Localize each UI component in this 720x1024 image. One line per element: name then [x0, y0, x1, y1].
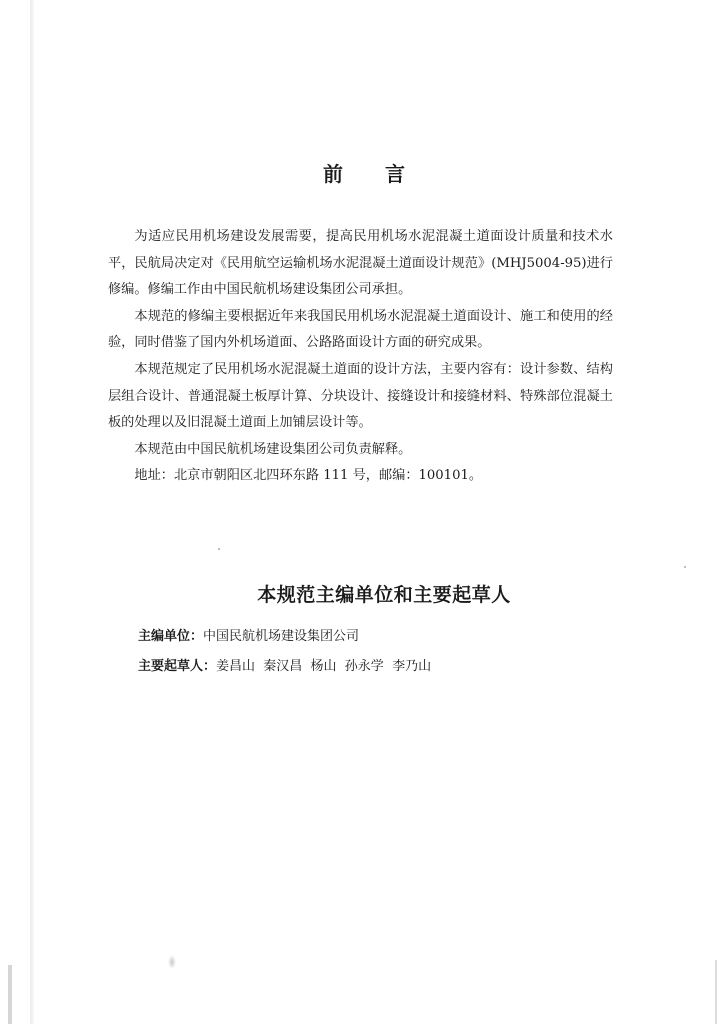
preface-paragraph: 本规范由中国民航机场建设集团公司负责解释。: [134, 441, 412, 457]
preface-paragraph: 本规范规定了民用机场水泥混凝土道面的设计方法，主要内容有：设计参数、结构层组合设计、普通混凝土板厚计算、分块设计、接缝设计和接缝材料、特殊部位混凝土板的处理以及旧混凝土道面上加铺层设计等。: [108, 361, 613, 431]
scan-edge-bottom-left: [8, 965, 12, 1024]
scan-speck: [684, 566, 686, 568]
preface-paragraph: 本规范的修编主要根据近年来我国民用机场水泥混凝土道面设计、施工和使用的经验，同时借鉴了国内外机场道面、公路路面设计方面的研究成果。: [108, 308, 613, 351]
drafters-label: 主要起草人：: [138, 659, 217, 674]
chief-unit-row: [138, 622, 638, 652]
preface-title-char-2: 言: [385, 162, 407, 186]
preface-title: [0, 158, 720, 187]
scan-edge-right: [715, 960, 717, 1024]
preface-paragraph: 为适应民用机场建设发展需要，提高民用机场水泥混凝土道面设计质量和技术水平，民航局决定对《民用航空运输机场水泥混凝土道面设计规范》(MHJ5004-95)进行修编。修编工作由中国民航机场建设集团公司承担。: [108, 229, 613, 298]
editors-credits: [138, 622, 638, 682]
chief-unit-label: 主编单位：: [138, 629, 204, 644]
chief-unit-value: 中国民航机场建设集团公司: [203, 629, 360, 644]
preface-paragraph: 地址：北京市朝阳区北四环东路 111 号，邮编：100101。: [134, 468, 483, 484]
preface-title-char-1: 前: [323, 162, 345, 186]
scan-smudge: [168, 955, 176, 969]
scan-speck: [218, 548, 220, 550]
preface-body: [108, 224, 613, 490]
drafters-row: [138, 652, 638, 682]
drafters-value: 姜昌山 秦汉昌 杨山 孙永学 李乃山: [216, 659, 432, 674]
editors-section-title: 本规范主编单位和主要起草人: [257, 584, 511, 606]
scan-binding-edge: [30, 0, 34, 1024]
